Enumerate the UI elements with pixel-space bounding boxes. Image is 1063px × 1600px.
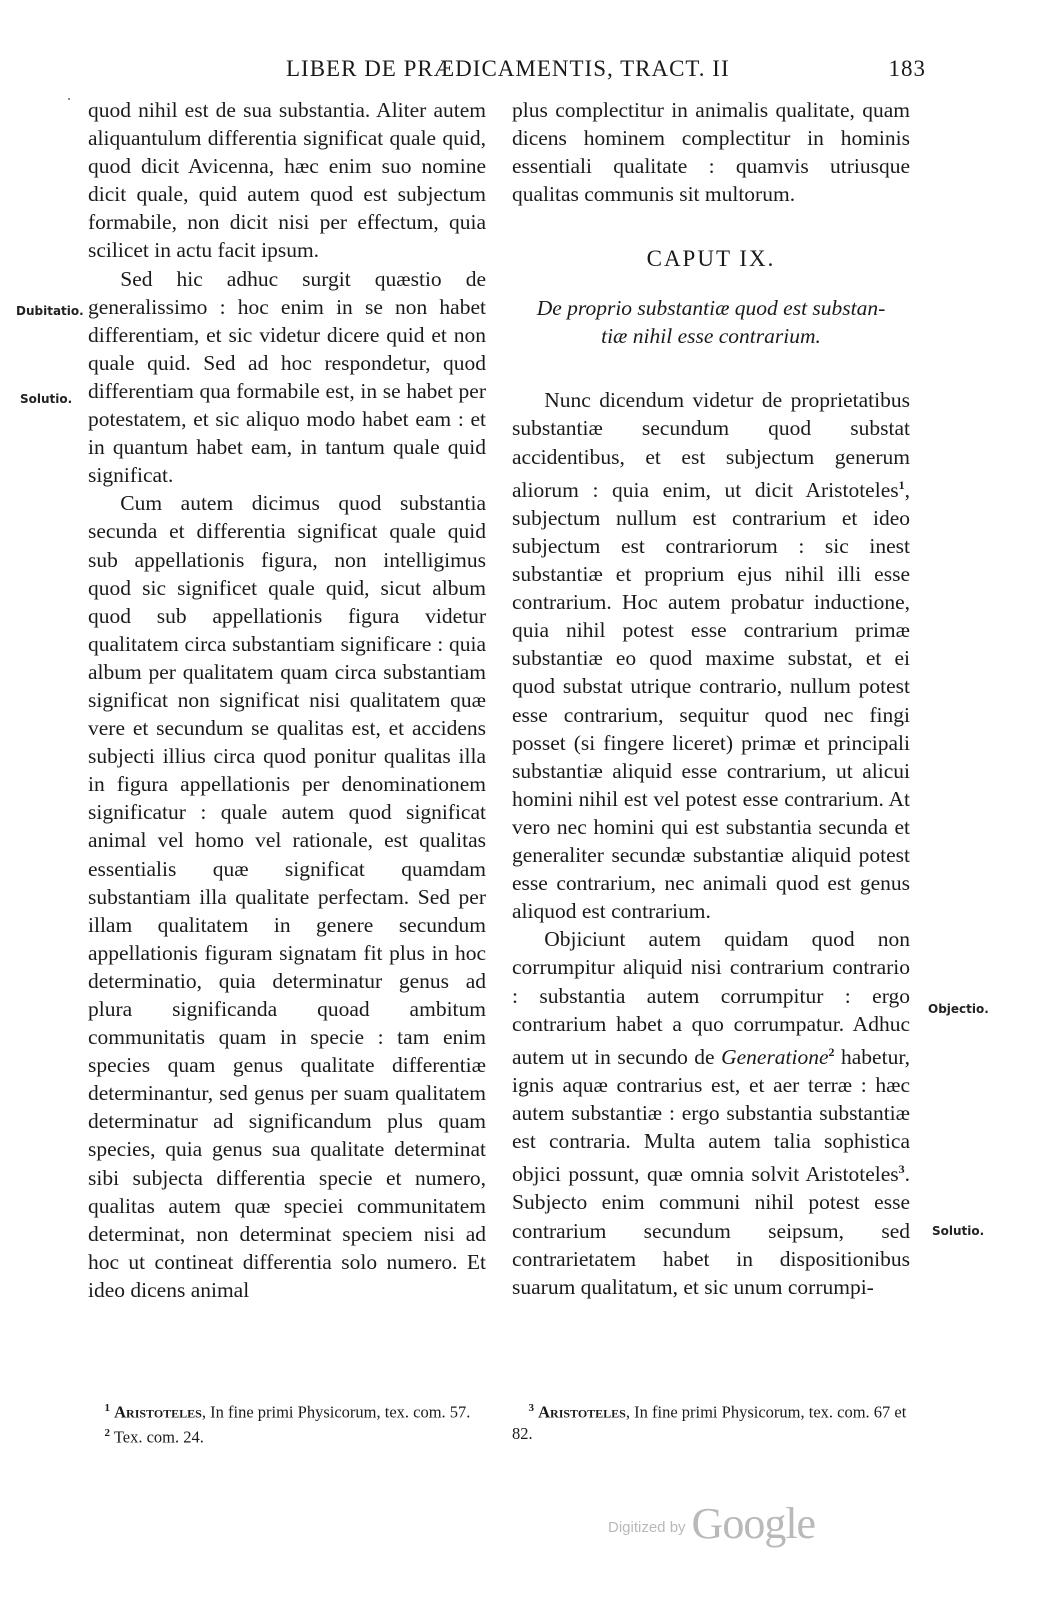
footnote [88,1398,486,1423]
footnote-mark: 2 [104,1426,110,1439]
running-header [286,52,926,86]
footnote [88,1423,486,1448]
footnotes-right [512,1398,910,1444]
footnote-ref: 2 [828,1044,835,1059]
footnote-text: , In fine primi Physicorum, tex. com. 67 et 82. [512,1402,907,1443]
footnote-mark: 1 [104,1402,110,1414]
paragraph: plus complectitur in animalis qualitate, quam dicens hominem complectitur in hominis essentiali qualitate : quamvis utriusque qualitas communis sit multorum. [512,98,910,207]
chapter-title: CAPUT IX. [646,246,776,272]
paragraph [512,925,910,1301]
paragraph: Cum autem dicimus quod substantia secunda et differentia significat quale quid sub appellationis figura, non intelligimus quod sic significet quale quid, sicut album quod sub appellationis figura videtur qualitatem circa substantiam significare : quia album per qualitatem quam circa substantiam significat non significat nisi qualitatem quæ vere et secundum se qualitas est, et accidens subjecti illius circa quod ponitur qualitas illa in figura appellationis per denominationem significatur : quale autem quod significat animal vel homo vel rationale, est qualitas essentialis quæ significat quamdam substantiam illa qualitate perfectam. Sed per illam qualitatem in genere secundum appellationis figuram signatam fit plus in hoc determinatio, quia determinatur genus ad plura significanda quoad ambitum communitatis quam in specie : tam enim species quam genus qualitate differentiæ determinantur, sed genus per suam qualitatem determinatur ad significandum plus quam species, quia genus sua qualitate determinat sibi subjecta differentia specie et numero, qualitas autem quæ speciei communitatem determinat, non determinat speciem nisi ad hoc ut contineat differentia solo numero. Et ideo dicens animal [88,491,486,1302]
running-title: LIBER DE PRÆDICAMENTIS, TRACT. II [286,56,730,81]
text-run: Objiciunt autem quidam quod non corrumpitur aliquid nisi contrarium contrario : substantia autem corrumpitur : ergo contrarium habet a quo corrumpatur. Adhuc autem ut in secundo de [512,927,910,1069]
chapter-subtitle-line: De proprio substantiæ quod est substan- [536,296,886,321]
right-column [512,96,910,1301]
left-column [88,96,486,1304]
footnotes-left [88,1398,486,1447]
footnote-author: Aristoteles [114,1402,202,1422]
italic-title: Generatione [721,1044,829,1069]
paragraph: Sed hic adhuc surgit quæstio de generalissimo : hoc enim in se non habet differentiam, et sic videtur dicere quid et non quale quid. Sed ad hoc respondetur, quod differentiam qua formabile est, in se habet per potestatem, et sic aliquo modo habet eam : et in quantum habet eam, in tantum quale quid significat. [88,266,486,488]
paragraph [512,386,910,925]
chapter-subtitle-line: tiæ nihil esse contrarium. [601,324,821,349]
footnote-ref: 1 [898,477,905,492]
margin-note-dubitatio: Dubitatio. [16,304,84,318]
watermark-digitized-text: Digitized by [608,1519,686,1536]
footnote-text: , In fine primi Physicorum, tex. com. 57. [201,1402,471,1422]
paragraph: quod nihil est de sua substantia. Aliter autem aliquantulum differentia significat quale quid, quod dicit Avicenna, hæc enim suo nomine dicit quale, quid autem quod est subjectum formabile, non dicit nisi per effectum, quia scilicet in actu facit ipsum. [88,98,486,263]
footnote [512,1398,910,1444]
footnote-ref: 3 [898,1162,905,1177]
margin-note-objectio: Objectio. [928,1002,989,1016]
page-number: 183 [888,56,926,81]
margin-note-solutio: Solutio. [20,392,73,406]
text-run: , subjectum nullum est contrarium et ideo subjectum est contrariorum : sic inest substantiæ et proprium ejus nihil illi esse contrarium. Hoc autem probatur inductione, quia nihil potest esse contrarium primæ substantiæ eo quod maxime substat, et ei quod substat utrique contrario, nullum potest esse contrarium, sequitur quod nec fingi posset (si fingere liceret) primæ et principali substantiæ aliquid esse contrarium, ut alicui homini nihil est vel potest esse contrarium. At vero nec homini qui est substantia secunda et generaliter secundæ substantiæ aliquid potest esse contrarium, nec animali quod est genus aliquod est contrarium. [512,477,910,924]
chapter-subtitle [512,294,910,350]
text-run: . Subjecto enim communi nihil potest esse contrarium secundum seipsum, sed contrarietatem habet in dispositionibus suarum qualitatum, et sic unum corrumpi- [512,1162,910,1299]
print-speck [68,98,70,100]
google-logo: Google [691,1499,816,1548]
footnote-text: Tex. com. 24. [113,1427,204,1446]
footnote-mark: 3 [528,1402,534,1414]
footnote-author: Aristoteles [538,1402,626,1422]
google-watermark [608,1498,815,1549]
margin-note-solutio: Solutio. [932,1224,985,1238]
text-run: habetur, ignis aquæ contrarius est, et aer terræ : hæc autem substantiæ : ergo substantia substantiæ est contraria. Multa autem talia sophistica objici possunt, quæ omnia solvit Aristoteles [512,1044,910,1187]
text-run: Nunc dicendum videtur de proprietatibus substantiæ secundum quod substat accidentibus, et est subjectum generum aliorum : quia enim, ut dicit Aristoteles [512,388,910,502]
